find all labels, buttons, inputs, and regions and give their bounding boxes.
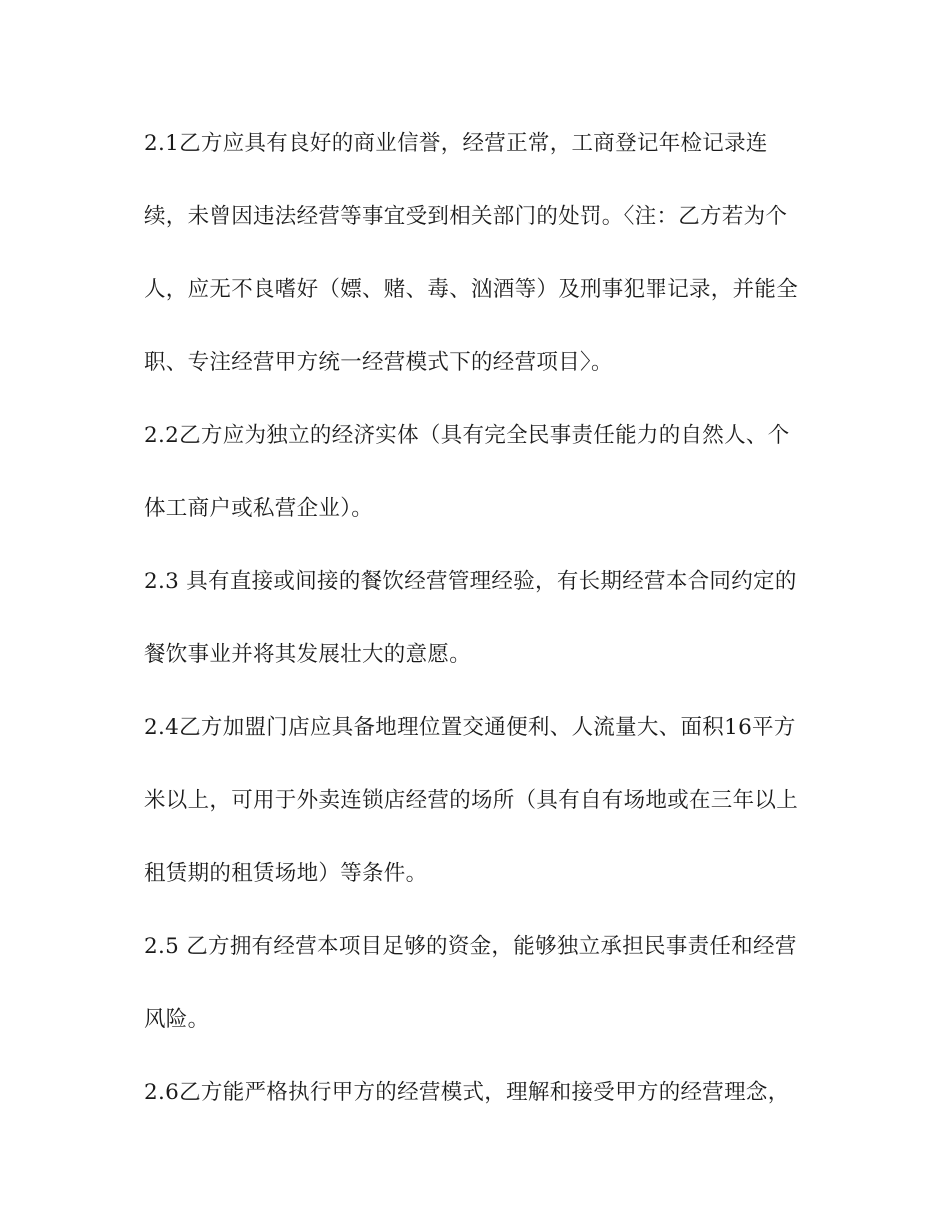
clause-2-3-line-2: 餐饮事业并将其发展壮大的意愿。	[144, 642, 472, 667]
clause-2-1-line-4: 职、专注经营甲方统一经营模式下的经营项目〉。	[144, 350, 613, 375]
clause-2-5-line-2: 风险。	[144, 1007, 210, 1032]
clause-2-1-line-2: 续，未曾因违法经营等事宜受到相关部门的处罚。〈注：乙方若为个	[144, 204, 788, 229]
clause-2-4-line-2: 米以上，可用于外卖连锁店经营的场所（具有自有场地或在三年以上	[144, 788, 799, 813]
clause-2-2-line-1: 2.2乙方应为独立的经济实体（具有完全民事责任能力的自然人、个	[144, 423, 790, 448]
clause-2-5-line-1: 2.5 乙方拥有经营本项目足够的资金，能够独立承担民事责任和经营	[144, 934, 797, 959]
clause-2-4-line-3: 租赁期的租赁场地）等条件。	[144, 861, 428, 886]
clause-2-6-line-1: 2.6乙方能严格执行甲方的经营模式，理解和接受甲方的经营理念，	[144, 1080, 790, 1105]
clause-2-4-line-1: 2.4乙方加盟门店应具备地理位置交通便利、人流量大、面积16平方	[144, 715, 796, 740]
clause-2-1-line-3: 人，应无不良嗜好（嫖、赌、毒、汹酒等）及刑事犯罪记录，并能全	[144, 277, 799, 302]
clause-2-3-line-1: 2.3 具有直接或间接的餐饮经营管理经验，有长期经营本合同约定的	[144, 569, 797, 594]
clause-2-2-line-2: 体工商户或私营企业）。	[144, 496, 374, 521]
clause-2-1-line-1: 2.1乙方应具有良好的商业信誉，经营正常，工商登记年检记录连	[144, 131, 768, 156]
